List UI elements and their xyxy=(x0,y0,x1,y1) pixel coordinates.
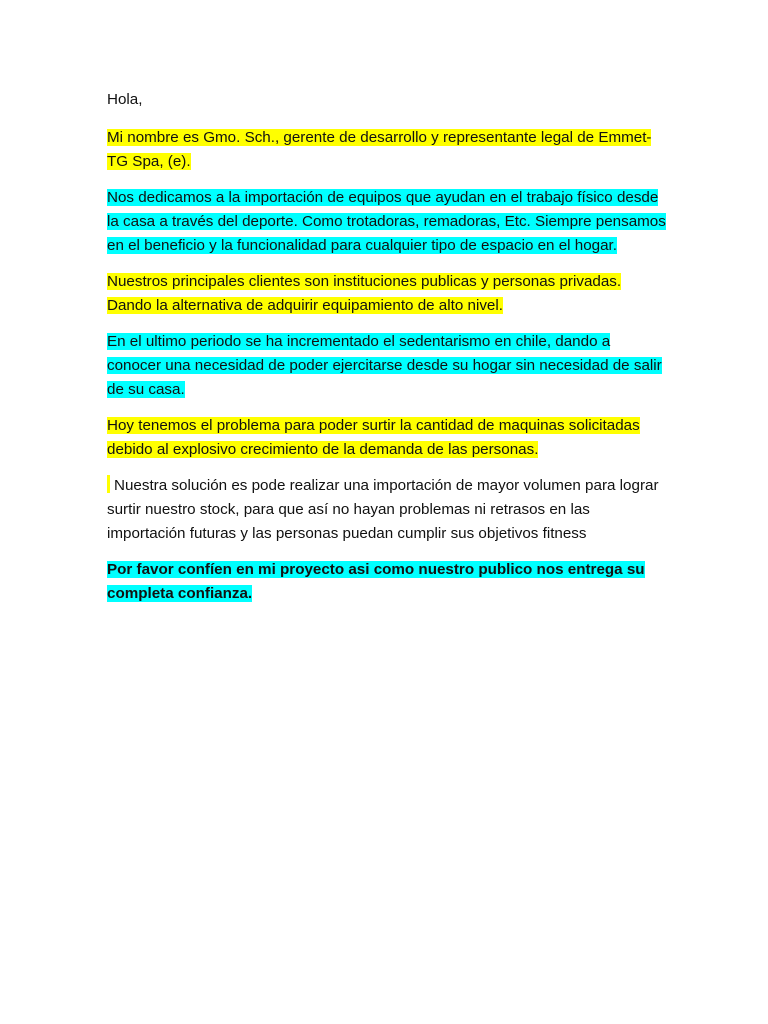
paragraph-context xyxy=(107,330,667,402)
paragraph-business-text: Nos dedicamos a la importación de equipos que ayudan en el trabajo físico desde la casa a través del deporte. Como trotadoras, remadoras, Etc. Siempre pensamos en el beneficio y la funcionalidad para cualquier tipo de espacio en el hogar. xyxy=(107,189,666,254)
paragraph-problem xyxy=(107,414,667,462)
paragraph-closing-text: Por favor confíen en mi proyecto asi como nuestro publico nos entrega su completa confianza. xyxy=(107,561,645,602)
paragraph-problem-text: Hoy tenemos el problema para poder surtir la cantidad de maquinas solicitadas debido al explosivo crecimiento de la demanda de las personas. xyxy=(107,417,640,458)
greeting-text: Hola, xyxy=(107,91,143,108)
paragraph-business xyxy=(107,186,667,258)
paragraph-closing xyxy=(107,558,667,606)
greeting xyxy=(107,88,667,112)
letter-body xyxy=(107,88,667,618)
paragraph-intro xyxy=(107,126,667,174)
paragraph-context-text: En el ultimo periodo se ha incrementado el sedentarismo en chile, dando a conocer una necesidad de poder ejercitarse desde su hogar sin necesidad de salir de su casa. xyxy=(107,333,662,398)
paragraph-intro-text: Mi nombre es Gmo. Sch., gerente de desarrollo y representante legal de Emmet-TG Spa, (e). xyxy=(107,129,652,170)
paragraph-clients xyxy=(107,270,667,318)
paragraph-solution xyxy=(107,474,667,546)
paragraph-clients-text: Nuestros principales clientes son instituciones publicas y personas privadas. Dando la alternativa de adquirir equipamiento de alto nivel. xyxy=(107,273,622,314)
highlight-marker xyxy=(107,475,110,493)
paragraph-solution-text: Nuestra solución es pode realizar una importación de mayor volumen para lograr surtir nuestro stock, para que así no hayan problemas ni retrasos en las importación futuras y las personas puedan cumplir sus objetivos fitness xyxy=(107,477,659,542)
